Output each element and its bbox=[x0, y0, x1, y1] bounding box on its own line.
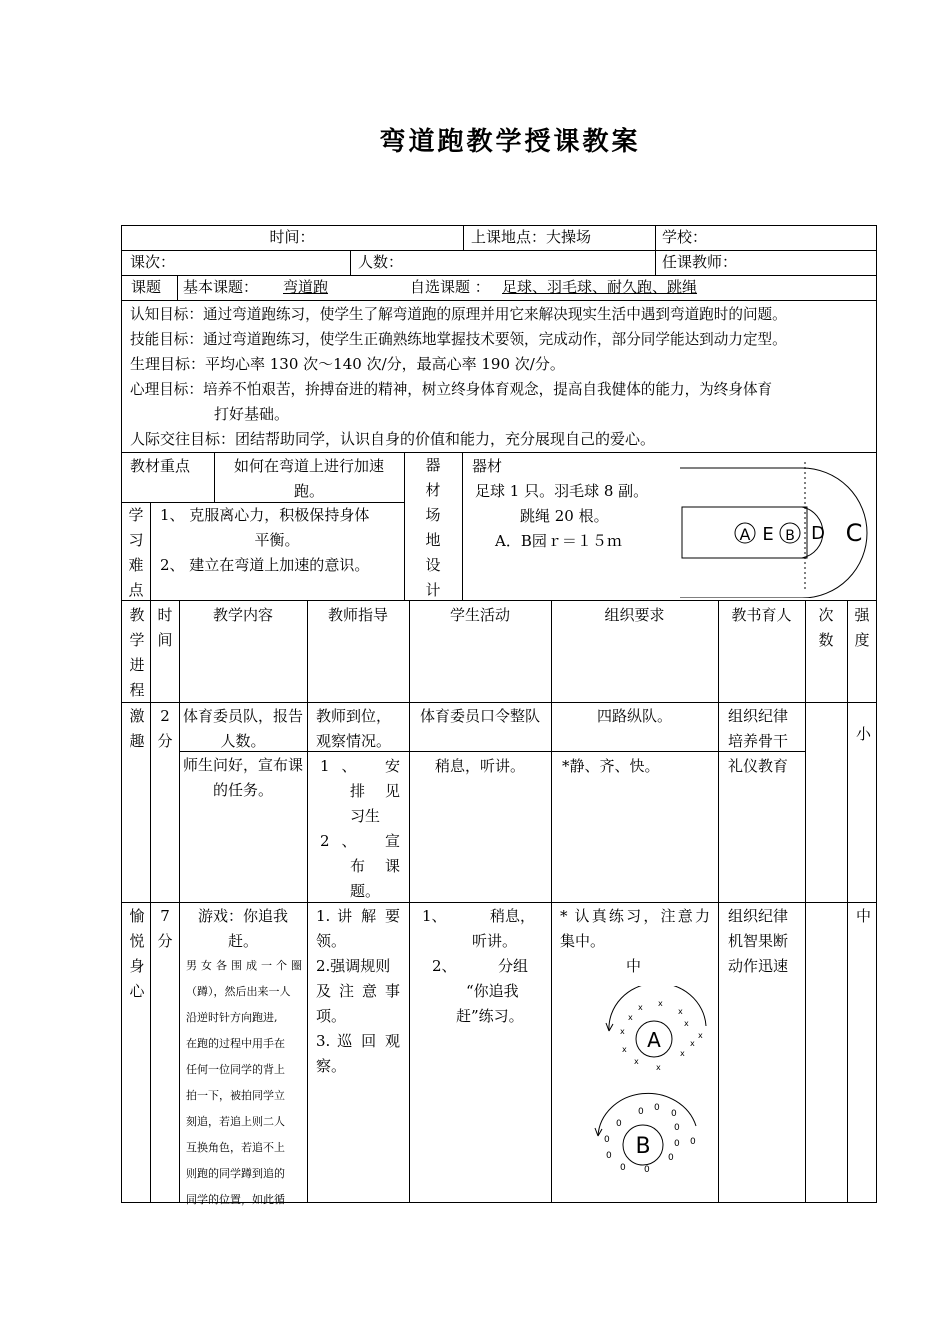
row2-org-1: * 认真练习，注意力 bbox=[560, 907, 710, 925]
student-marker-x: x bbox=[690, 1039, 695, 1048]
col-teacher: 教师指导 bbox=[327, 606, 388, 624]
equipment-label: 器材 bbox=[472, 457, 503, 475]
row1-teacher-b6: 题。 bbox=[350, 882, 381, 900]
row1-teacher-b5: 布 课 bbox=[350, 857, 400, 875]
optional-topic-label: 自选课题 ： bbox=[410, 278, 490, 296]
lesson-field: 课次： bbox=[130, 253, 176, 271]
student-marker-x: x bbox=[658, 999, 663, 1008]
student-marker-x: x bbox=[628, 1013, 633, 1022]
row1-teacher-a2: 观察情况。 bbox=[316, 732, 392, 750]
col-student: 学生活动 bbox=[449, 606, 510, 624]
student-marker-x: x bbox=[634, 1057, 639, 1066]
row2-content-title-2: 赶。 bbox=[227, 932, 258, 950]
row1-intensity: 小 bbox=[856, 725, 872, 743]
row1-teacher-b1: 1、 安 bbox=[320, 757, 400, 775]
col-times: 次数 bbox=[818, 606, 834, 649]
time-field: 时间： bbox=[269, 228, 315, 246]
school-field: 学校： bbox=[662, 228, 708, 246]
rule-line: 男 女 各 围 成 一 个 圈 bbox=[186, 959, 302, 972]
row2-teacher-1: 1. 讲 解 要 bbox=[316, 907, 400, 925]
col-intensity: 强度 bbox=[854, 606, 870, 649]
row2-student-1c: 听讲。 bbox=[472, 932, 518, 950]
rule-line: 拍一下，被拍同学立 bbox=[186, 1089, 285, 1102]
goal-psych: 心理目标：培养不怕艰苦，拚搏奋进的精神，树立终身体育观念，提高自我健体的能力，为终身体育 bbox=[130, 381, 773, 398]
rule-line: 沿逆时针方向跑进, bbox=[186, 1011, 278, 1024]
student-marker-x: x bbox=[638, 1003, 643, 1012]
row2-teacher-6: 3. 巡 回 观 bbox=[316, 1032, 400, 1050]
row2-teacher-7: 察。 bbox=[316, 1057, 347, 1075]
row2-intensity: 中 bbox=[856, 907, 872, 925]
row2-student-1b: 稍息， bbox=[490, 907, 536, 925]
difficulty-1-cont: 平衡。 bbox=[254, 531, 300, 549]
row2-edu-1: 组织纪律 bbox=[728, 907, 789, 925]
col-stage: 教学进程 bbox=[129, 606, 145, 699]
rule-line: （蹲），然后出来一人 bbox=[186, 985, 291, 998]
student-marker-x: x bbox=[680, 1049, 685, 1058]
student-marker-o: 0 bbox=[604, 1135, 610, 1145]
diagram-letter-e: E bbox=[762, 524, 774, 545]
equipment-line3: A．B园ｒ＝１５ｍ bbox=[495, 532, 622, 550]
row1-stage: 激趣 bbox=[129, 707, 145, 750]
rule-line: 刻追，若追上则二人 bbox=[186, 1115, 285, 1128]
rule-line: 互换角色，若追不上 bbox=[186, 1141, 285, 1154]
goal-psych-cont: 打好基础。 bbox=[214, 405, 290, 423]
row1-edu-b: 礼仪教育 bbox=[728, 757, 789, 775]
rule-line: 任何一位同学的背上 bbox=[186, 1063, 285, 1076]
col-time: 时间 bbox=[157, 606, 173, 649]
row2-student-2d: 赶”练习。 bbox=[456, 1007, 524, 1025]
student-marker-o: 0 bbox=[620, 1163, 626, 1173]
row2-edu-3: 动作迅速 bbox=[728, 957, 789, 975]
student-marker-x: x bbox=[698, 1031, 703, 1040]
basic-topic-label: 基本课题： bbox=[183, 278, 259, 296]
rule-line: 则跑的同学蹲到追的 bbox=[186, 1167, 285, 1180]
equipment-line2: 跳绳 20 根。 bbox=[520, 507, 609, 525]
row2-teacher-4: 及 注 意 事 bbox=[316, 982, 400, 1000]
difficulty-label: 学习难点 bbox=[128, 506, 144, 599]
row2-student-2b: 分组 bbox=[498, 957, 529, 975]
key-point-label: 教材重点 bbox=[130, 457, 191, 475]
topic-label: 课题 bbox=[131, 278, 162, 296]
row2-content-title-1: 游戏：你追我 bbox=[197, 907, 288, 925]
key-point-line2: 跑。 bbox=[293, 482, 324, 500]
diagram-letter-b: B bbox=[785, 528, 795, 544]
row1-org-a: 四路纵队。 bbox=[596, 707, 672, 725]
row2-teacher-5: 项。 bbox=[316, 1007, 347, 1025]
student-marker-o: 0 bbox=[616, 1119, 622, 1129]
col-content: 教学内容 bbox=[212, 606, 273, 624]
student-marker-x: x bbox=[684, 1019, 689, 1028]
game-formation-diagram bbox=[586, 986, 716, 1186]
difficulty-2: 2、 建立在弯道上加速的意识。 bbox=[160, 556, 370, 574]
student-marker-o: 0 bbox=[638, 1107, 644, 1117]
run-arrow-a bbox=[609, 986, 706, 1031]
diagram-letter-a: A bbox=[739, 525, 751, 544]
goal-cognitive: 认知目标：通过弯道跑练习，使学生了解弯道跑的原理并用它来解决现实生活中遇到弯道跑时的问题。 bbox=[130, 306, 787, 323]
track-diagram bbox=[672, 458, 876, 598]
row2-teacher-3: 2.强调规则 bbox=[316, 957, 391, 975]
student-count-field: 人数： bbox=[358, 253, 404, 271]
rule-line: 在跑的过程中用手在 bbox=[186, 1037, 285, 1050]
circle-a-label: A bbox=[647, 1028, 661, 1052]
row2-student-2a: 2、 bbox=[432, 957, 457, 975]
row2-stage: 愉悦身心 bbox=[129, 907, 145, 1000]
row2-teacher-2: 领。 bbox=[316, 932, 347, 950]
student-marker-o: 0 bbox=[674, 1139, 680, 1149]
goal-skill: 技能目标：通过弯道跑练习，使学生正确熟练地掌握技术要领，完成动作，部分同学能达到动力定型。 bbox=[130, 331, 787, 348]
row2-time: 7分 bbox=[157, 907, 173, 950]
location-field: 上课地点：大操场 bbox=[471, 228, 592, 246]
student-marker-x: x bbox=[620, 1027, 625, 1036]
row1-student-a: 体育委员口令整队 bbox=[419, 707, 540, 725]
row1-content-a: 体育委员队，报告人数。 bbox=[183, 707, 304, 750]
run-arrow-b bbox=[598, 1093, 696, 1136]
goal-physio: 生理目标：平均心率 130 次～140 次/分，最高心率 190 次/分。 bbox=[130, 355, 565, 373]
student-marker-x: x bbox=[622, 1045, 627, 1054]
row2-edu-2: 机智果断 bbox=[728, 932, 789, 950]
basic-topic-value: 弯道跑 bbox=[283, 278, 329, 296]
teacher-field: 任课教师： bbox=[662, 253, 738, 271]
difficulty-1: 1、 克服离心力，积极保持身体 bbox=[160, 506, 370, 524]
row2-org-3: 中 bbox=[626, 957, 642, 975]
circle-b-label: B bbox=[635, 1134, 651, 1159]
key-point-line1: 如何在弯道上进行加速 bbox=[233, 457, 384, 475]
row1-teacher-a1: 教师到位， bbox=[316, 707, 392, 725]
row2-student-1a: 1、 bbox=[422, 907, 447, 925]
student-marker-o: 0 bbox=[606, 1151, 612, 1161]
row1-teacher-b2: 排 见 bbox=[350, 782, 400, 800]
row1-teacher-b4: 2、 宣 bbox=[320, 832, 400, 850]
diagram-letter-d: D bbox=[811, 523, 825, 544]
student-marker-o: 0 bbox=[654, 1103, 660, 1113]
equipment-line1: 足球 1 只。羽毛球 8 副。 bbox=[475, 482, 649, 500]
row1-edu-a2: 培养骨干 bbox=[728, 732, 789, 750]
row1-teacher-b3: 习生 bbox=[350, 807, 381, 825]
page-title: 弯道跑教学授课教案 bbox=[379, 127, 641, 157]
row1-student-b: 稍息，听讲。 bbox=[434, 757, 525, 775]
student-marker-o: 0 bbox=[644, 1165, 650, 1175]
diagram-letter-c: C bbox=[845, 519, 863, 547]
row1-content-b: 师生问好，宣布课的任务。 bbox=[183, 756, 304, 799]
rule-line: 同学的位置，如此循 bbox=[186, 1193, 285, 1206]
row2-content-rules bbox=[186, 953, 302, 1213]
optional-topic-value: 足球、羽毛球、耐久跑、跳绳 bbox=[502, 278, 698, 296]
student-marker-o: 0 bbox=[690, 1137, 696, 1147]
row1-time: 2分 bbox=[157, 707, 173, 750]
student-marker-o: 0 bbox=[674, 1123, 680, 1133]
student-marker-x: x bbox=[656, 1063, 661, 1072]
goal-social: 人际交往目标：团结帮助同学，认识自身的价值和能力，充分展现自己的爱心。 bbox=[130, 430, 656, 448]
student-marker-o: 0 bbox=[671, 1109, 677, 1119]
row1-org-b: *静、齐、快。 bbox=[562, 757, 660, 775]
row1-edu-a1: 组织纪律 bbox=[728, 707, 789, 725]
site-design-label: 器材场地设计 bbox=[425, 456, 441, 599]
student-marker-x: x bbox=[678, 1007, 683, 1016]
row2-student-2c: “你追我 bbox=[466, 982, 519, 1000]
student-marker-o: 0 bbox=[668, 1153, 674, 1163]
col-edu: 教书育人 bbox=[731, 606, 792, 624]
col-org: 组织要求 bbox=[604, 606, 665, 624]
row2-org-2: 集中。 bbox=[560, 932, 606, 950]
